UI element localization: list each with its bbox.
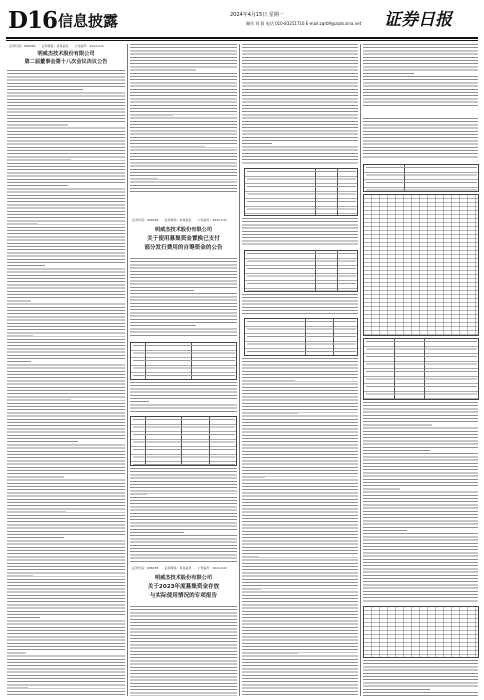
paragraph-break	[149, 401, 237, 403]
paragraph-break	[430, 450, 478, 452]
paragraph-break	[298, 653, 358, 655]
announcement-body-text	[363, 118, 478, 158]
paragraph-break	[71, 158, 125, 160]
masthead	[0, 0, 484, 40]
data-table	[244, 168, 358, 216]
paragraph-break	[78, 440, 125, 442]
announcement-company: 明威杰技术股份有限公司	[37, 51, 95, 57]
announcement-body-text	[130, 44, 237, 194]
stock-code-line: 证券代码：688258 证券简称：卓易信息 公告编号：2024-013	[132, 566, 227, 570]
data-table	[363, 194, 479, 336]
paragraph-break	[196, 69, 237, 71]
data-table	[244, 250, 358, 292]
paragraph-break	[258, 555, 358, 557]
paragraph-break	[295, 439, 358, 441]
paragraph-break	[68, 184, 125, 186]
announcement-body-text	[242, 218, 358, 246]
paragraph-break	[196, 324, 237, 326]
paragraph-break	[40, 616, 125, 618]
column-divider	[360, 44, 361, 696]
announcement-title-line1: 关于使用募集资金置换已支付	[147, 236, 220, 242]
announcement-body-text	[7, 70, 125, 696]
paragraph-break	[83, 88, 125, 90]
paragraph-break	[414, 72, 478, 74]
paragraph-break	[173, 115, 237, 117]
announcement-body-text	[242, 294, 358, 314]
paragraph-break	[295, 379, 358, 381]
paragraph-break	[38, 222, 125, 224]
paragraph-break	[265, 477, 358, 479]
data-table	[244, 318, 358, 356]
stock-code-line: 证券代码：688258 证券简称：卓易信息 公告编号：2024-011	[9, 44, 104, 48]
data-table	[363, 164, 479, 192]
paragraph-break	[158, 177, 237, 179]
paragraph-break	[31, 360, 125, 362]
paragraph-break	[64, 536, 125, 538]
paragraph-break	[258, 615, 358, 617]
column-4	[363, 44, 478, 696]
announcement-title-line2: 与实际使用情况的专项报告	[149, 593, 218, 599]
announcement-body-text	[130, 606, 237, 696]
paragraph-break	[261, 589, 358, 591]
announcement-body-text	[130, 258, 237, 338]
announcement-body-text	[242, 358, 358, 696]
paragraph-break	[143, 665, 237, 667]
data-table	[130, 342, 237, 380]
paragraph-break	[272, 519, 358, 521]
data-table	[363, 606, 479, 658]
paragraph-break	[33, 334, 125, 336]
section-name: 信息披露	[58, 12, 119, 30]
announcement-title-line1: 关于2023年度募集资金存放	[147, 584, 220, 590]
paragraph-break	[194, 290, 237, 292]
paragraph-break	[279, 64, 358, 66]
newspaper-logo: 证券日报	[384, 10, 452, 30]
paragraph-break	[64, 476, 125, 478]
paragraph-break	[145, 639, 237, 641]
paragraph-break	[432, 424, 478, 426]
paragraph-break	[26, 652, 125, 654]
paragraph-break	[28, 686, 125, 688]
data-table	[130, 416, 237, 466]
paragraph-break	[298, 413, 358, 415]
announcement-body-text	[130, 468, 237, 564]
paragraph-break	[68, 124, 125, 126]
announcement-body-text	[363, 402, 478, 602]
column-divider	[239, 44, 240, 696]
paragraph-break	[66, 510, 125, 512]
column-1	[7, 44, 125, 696]
announcement-body-text	[363, 660, 478, 696]
masthead-rule-thin	[6, 40, 478, 41]
column-divider	[127, 44, 128, 696]
announcement-body-text	[363, 44, 478, 108]
stock-code-line: 证券代码：688258 证券简称：卓易信息 公告编号：2024-012	[132, 218, 227, 222]
column-3	[242, 44, 358, 696]
announcement-title: 第二届董事会第十八次会议决议公告	[24, 59, 108, 65]
paragraph-break	[71, 398, 125, 400]
paragraph-break	[286, 106, 358, 108]
paragraph-break	[430, 689, 478, 691]
paragraph-break	[147, 494, 237, 496]
paragraph-break	[407, 530, 478, 532]
announcement-body-text	[130, 382, 237, 412]
paragraph-break	[205, 145, 237, 147]
section-code: D16	[8, 7, 57, 34]
paragraph-break	[45, 264, 125, 266]
issue-date: 2024年4月15日 星期一	[230, 12, 284, 18]
editor-contact: 制作 刘 莉 电话 010-83251716 E-mail:zqrb9@zqrb.sina.net	[246, 21, 362, 26]
paragraph-break	[272, 142, 358, 144]
masthead-rule	[6, 37, 478, 39]
paragraph-break	[33, 574, 125, 576]
announcement-company: 明威杰技术股份有限公司	[154, 227, 213, 233]
announcement-body-text	[242, 44, 358, 164]
paragraph-break	[400, 488, 478, 490]
announcement-title-line2: 部分发行费用的自筹资金的公告	[144, 245, 223, 251]
paragraph-break	[393, 566, 478, 568]
announcement-company: 明威杰技术股份有限公司	[154, 575, 213, 581]
paragraph-break	[31, 300, 125, 302]
data-table	[363, 338, 479, 400]
column-2	[130, 44, 237, 696]
paragraph-break	[184, 532, 238, 534]
